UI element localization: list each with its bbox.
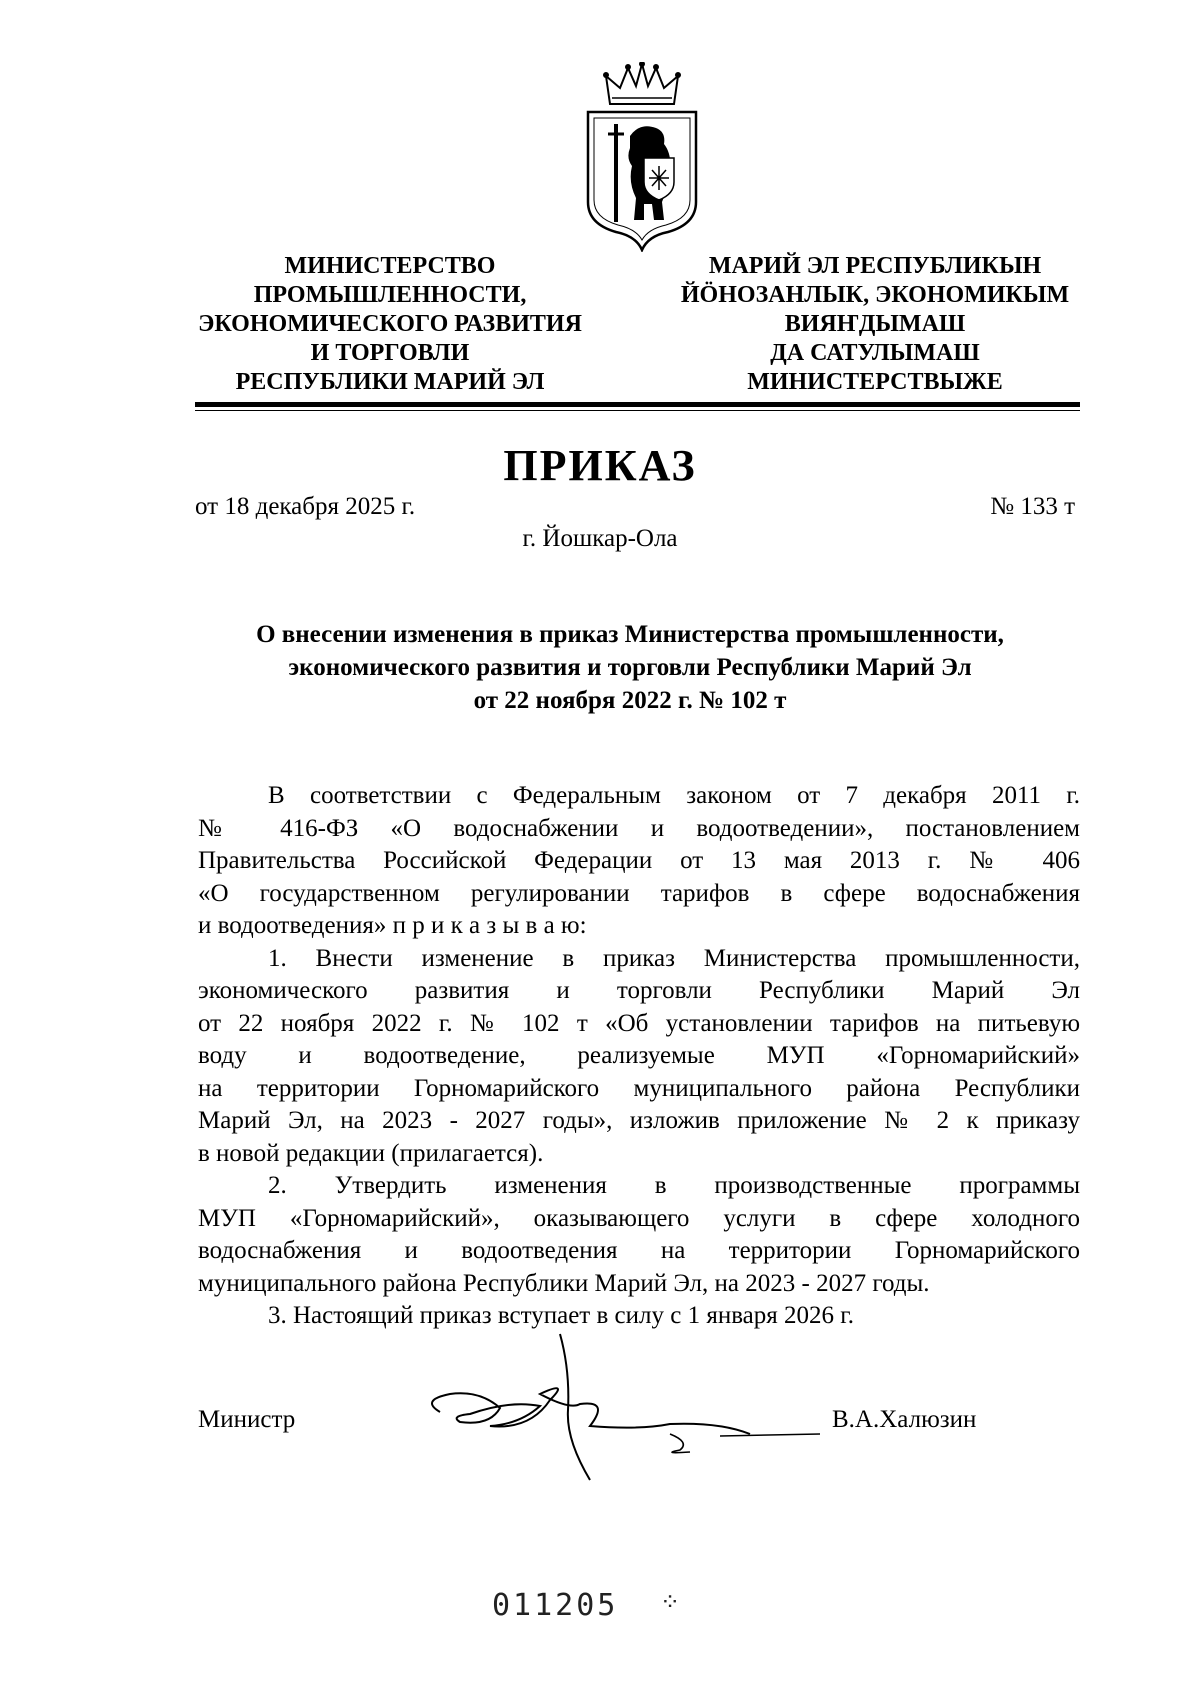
body-line: на территории Горномарийского муниципального района Республики <box>198 1074 1080 1102</box>
body-line: от 22 ноября 2022 г. № 102 т «Об установлении тарифов на питьевую <box>198 1009 1080 1037</box>
body-line: муниципального района Республики Марий Эл, на 2023 - 2027 годы. <box>198 1269 930 1297</box>
handwritten-signature <box>420 1330 820 1490</box>
header-divider-thin <box>195 410 1080 411</box>
body-line: 2. Утвердить изменения в производственные программы <box>268 1172 1080 1199</box>
header-right-line: ВИЯҤДЫМАШ <box>784 311 966 337</box>
header-left-line: ЭКОНОМИЧЕСКОГО РАЗВИТИЯ <box>198 311 582 337</box>
body-line: МУП «Горномарийский», оказывающего услуги в сфере холодного <box>198 1204 1080 1232</box>
body-line: № 416-ФЗ «О водоснабжении и водоотведении», постановлением <box>198 814 1080 842</box>
header-left-line: РЕСПУБЛИКИ МАРИЙ ЭЛ <box>235 369 545 395</box>
document-date: от 18 декабря 2025 г. <box>195 493 416 520</box>
header-right-line: ДА САТУЛЫМАШ <box>770 340 980 366</box>
header-left-line: И ТОРГОВЛИ <box>310 340 470 366</box>
document-type-title: ПРИКАЗ <box>503 441 697 490</box>
body-line: 1. Внести изменение в приказ Министерства промышленности, <box>268 944 1080 972</box>
serial-dot-mark: ⁘ <box>660 1590 681 1616</box>
header-right-line: МАРИЙ ЭЛ РЕСПУБЛИКЫН <box>708 253 1042 279</box>
document-number: № 133 т <box>990 493 1075 520</box>
body-line: В соответствии с Федеральным законом от 7 декабря 2011 г. <box>268 782 1080 809</box>
form-serial-number: 011205 <box>492 1588 619 1623</box>
document-city: г. Йошкар-Ола <box>522 525 678 552</box>
subject-line: О внесении изменения в приказ Министерства промышленности, <box>256 621 1004 648</box>
subject-line: экономического развития и торговли Республики Марий Эл <box>288 654 972 681</box>
body-line: 3. Настоящий приказ вступает в силу с 1 января 2026 г. <box>268 1302 854 1329</box>
header-right-line: ЙӦНОЗАНЛЫК, ЭКОНОМИКЫМ <box>680 282 1070 308</box>
document-subject <box>180 618 1080 717</box>
header-divider-thick <box>195 402 1080 407</box>
signer-name: В.А.Халюзин <box>832 1406 977 1433</box>
header-left-line: МИНИСТЕРСТВО <box>284 253 496 279</box>
body-line: в новой редакции (прилагается). <box>198 1139 544 1167</box>
header-left-line: ПРОМЫШЛЕННОСТИ, <box>253 282 527 308</box>
coat-of-arms-emblem <box>582 62 702 252</box>
body-line: водоснабжения и водоотведения на территории Горномарийского <box>198 1237 1080 1264</box>
body-line: Правительства Российской Федерации от 13 мая 2013 г. № 406 <box>198 847 1080 874</box>
header-right-line: МИНИСТЕРСТВЫЖЕ <box>747 369 1003 395</box>
body-line: экономического развития и торговли Республики Марий Эл <box>198 977 1080 1004</box>
body-line: Марий Эл, на 2023 - 2027 годы», изложив приложение № 2 к приказу <box>198 1107 1080 1134</box>
ministry-name-mari <box>655 252 1095 397</box>
ministry-name-russian <box>180 252 600 397</box>
body-line: и водоотведения» п р и к а з ы в а ю: <box>198 912 587 939</box>
body-line: воду и водоотведение, реализуемые МУП «Горномарийский» <box>198 1042 1080 1069</box>
document-body <box>198 780 1080 1333</box>
body-line: «О государственном регулировании тарифов в сфере водоснабжения <box>198 879 1080 907</box>
subject-line: от 22 ноября 2022 г. № 102 т <box>473 687 787 714</box>
signer-title: Министр <box>198 1406 296 1433</box>
